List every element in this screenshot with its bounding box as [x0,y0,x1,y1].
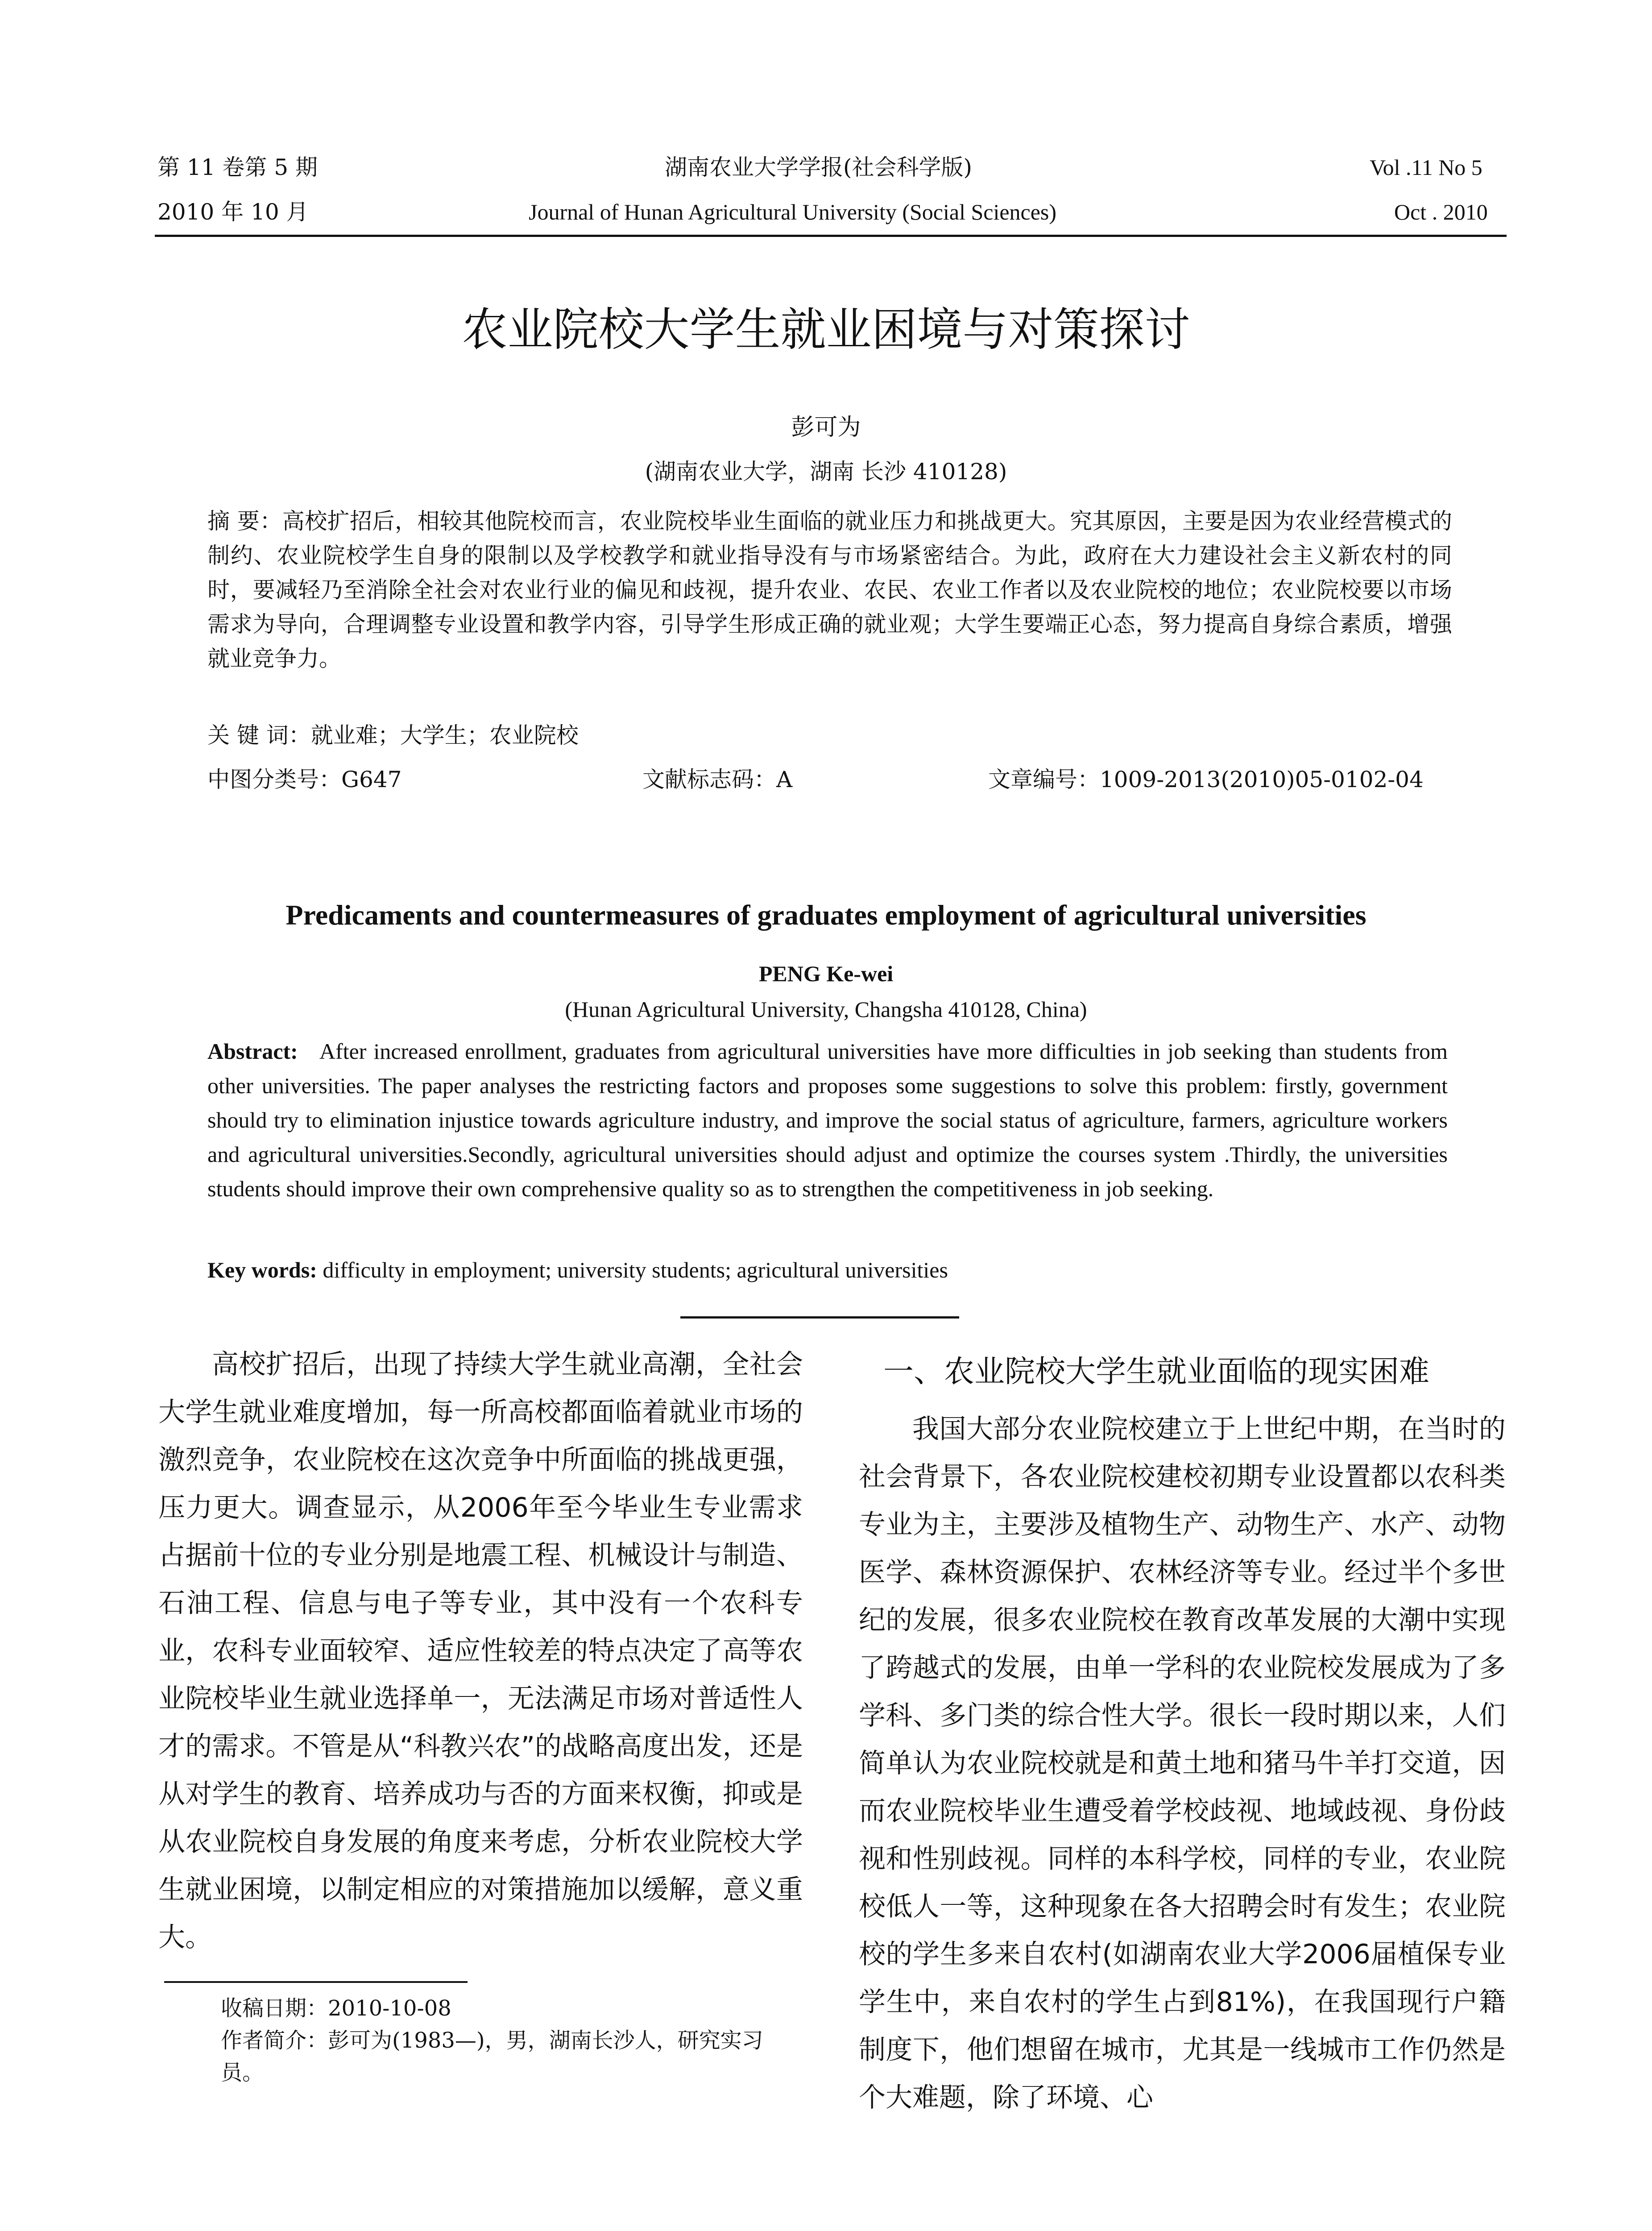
intro-paragraph: 高校扩招后，出现了持续大学生就业高潮，全社会大学生就业难度增加，每一所高校都面临着就业市场的激烈竞争，农业院校在这次竞争中所面临的挑战更强，压力更大。调查显示，从2006年至今毕业生专业需求占据前十位的专业分别是地震工程、机械设计与制造、石油工程、信息与电子等专业，其中没有一个农科专业，农科专业面较窄、适应性较差的特点决定了高等农业院校毕业生就业选择单一，无法满足市场对普适性人才的需求。不管是从“科教兴农”的战略高度出发，还是从对学生的教育、培养成功与否的方面来权衡，抑或是从农业院校自身发展的角度来考虑，分析农业院校大学生就业困境，以制定相应的对策措施加以缓解，意义重大。 [158,1349,803,1953]
abstract-en-label: Abstract: [207,1039,298,1064]
section-1-heading: 一、农业院校大学生就业面临的现实困难 [883,1354,1430,1389]
header-issue: 第 11 卷第 5 期 [157,154,318,180]
header-journal-en: Journal of Hunan Agricultural University (Social Sciences) [529,199,1057,224]
document-code: 文献标志码：A [642,767,793,792]
keywords-cn-label: 关 键 词： [207,722,311,748]
header-volume: Vol .11 No 5 [1370,155,1482,180]
clc-number: 中图分类号：G647 [207,767,402,792]
abstract-cn [207,504,1452,676]
affiliation-en: (Hunan Agricultural University, Changsha 410128, China) [565,997,1087,1022]
header-journal-cn: 湖南农业大学学报(社会科学版) [665,154,973,180]
abstract-en-text: After increased enrollment, graduates from agricultural universities have more difficulties in job seeking than students from other universities. The paper analyses the restricting factors and proposes some suggestions to solve this problem: firstly, government should try to elimination injustice towards agriculture industry, and improve the social status of agriculture, farmers, agriculture workers and agricultural universities.Secondly, agricultural universities should adjust and optimize the courses system .Thirdly, the universities students should improve their own comprehensive quality so as to strengthen the competitiveness in job seeking. [207,1039,1448,1201]
keywords-en [207,1253,1448,1287]
keywords-cn-text: 就业难；大学生；农业院校 [311,722,579,748]
keywords-en-text: difficulty in employment; university students; agricultural universities [323,1257,948,1282]
header-date-cn: 2010 年 10 月 [157,199,309,225]
affiliation-cn: (湖南农业大学，湖南 长沙 410128) [645,459,1007,485]
page-title-cn: 农业院校大学生就业困境与对策探讨 [462,303,1190,357]
keywords-cn [207,718,1452,753]
footnote-received: 收稿日期：2010-10-08 [221,1996,451,2021]
abstract-cn-label: 摘 要： [207,508,282,534]
author-en: PENG Ke-wei [758,961,894,986]
article-number: 文章编号：1009-2013(2010)05-0102-04 [988,767,1424,792]
footnote-author-info: 作者简介：彭可为(1983—)，男，湖南长沙人，研究实习员。 [221,2028,763,2085]
page-title-en: Predicaments and countermeasures of graduates employment of agricultural universities [286,899,1366,931]
author-cn: 彭可为 [791,414,861,441]
section-1-paragraph: 我国大部分农业院校建立于上世纪中期，在当时的社会背景下，各农业院校建校初期专业设置都以农科类专业为主，主要涉及植物生产、动物生产、水产、动物医学、森林资源保护、农林经济等专业。经过半个多世纪的发展，很多农业院校在教育改革发展的大潮中实现了跨越式的发展，由单一学科的农业院校发展成为了多学科、多门类的综合性大学。很长一段时期以来，人们简单认为农业院校就是和黄土地和猪马牛羊打交道，因而农业院校毕业生遭受着学校歧视、地域歧视、身份歧视和性别歧视。同样的本科学校，同样的专业，农业院校低人一等，这种现象在各大招聘会时有发生；农业院校的学生多来自农村(如湖南农业大学2006届植保专业学生中，来自农村的学生占到81%)，在我国现行户籍制度下，他们想留在城市，尤其是一线城市工作仍然是个大难题，除了环境、心 [859,1414,1506,2113]
separator-rule [680,1316,959,1319]
footnote-rule [164,1981,468,1983]
keywords-en-label: Key words: [207,1257,317,1282]
footnote [165,1992,803,2089]
abstract-cn-text: 高校扩招后，相较其他院校而言，农业院校毕业生面临的就业压力和挑战更大。究其原因，主要是因为农业经营模式的制约、农业院校学生自身的限制以及学校教学和就业指导没有与市场紧密结合。为此，政府在大力建设社会主义新农村的同时，要减轻乃至消除全社会对农业行业的偏见和歧视，提升农业、农民、农业工作者以及农业院校的地位；农业院校要以市场需求为导向，合理调整专业设置和教学内容，引导学生形成正确的就业观；大学生要端正心态，努力提高自身综合素质，增强就业竞争力。 [207,508,1452,672]
header-date-en: Oct . 2010 [1394,199,1488,224]
abstract-en [207,1034,1448,1206]
header-rule [155,235,1507,237]
